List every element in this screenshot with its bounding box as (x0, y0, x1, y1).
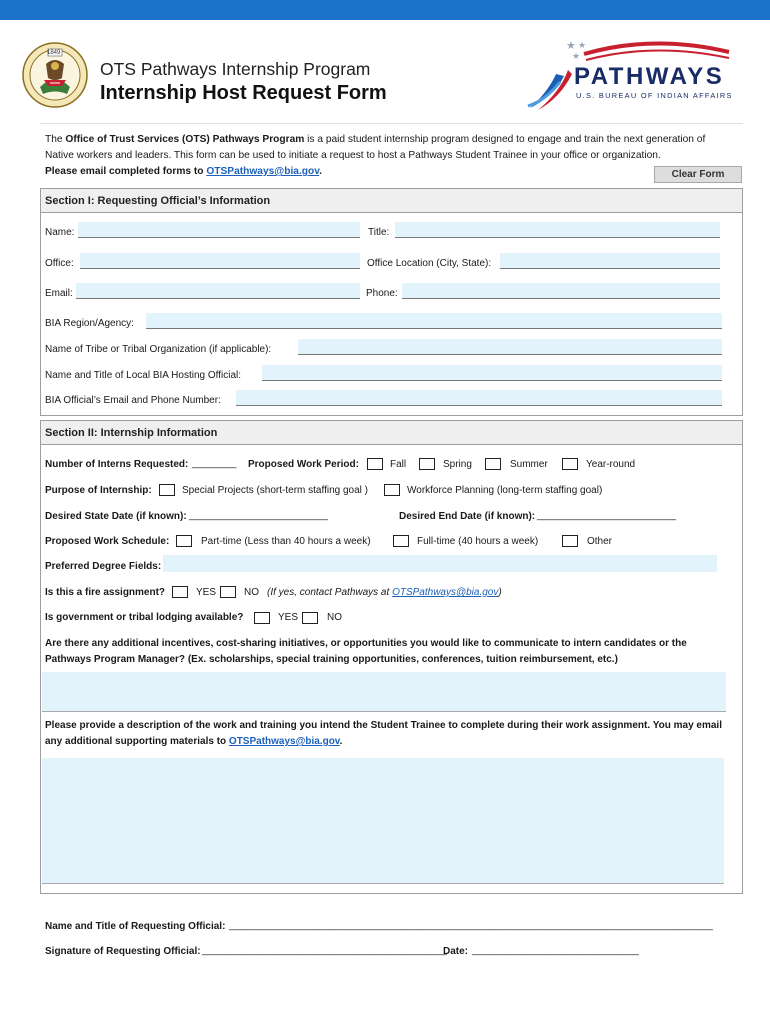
work-period-label: Proposed Work Period: (248, 459, 359, 470)
start-date-input[interactable]: _________________________ (189, 510, 329, 521)
title-input[interactable] (395, 222, 720, 238)
end-date-label: Desired End Date (if known): (399, 511, 536, 522)
email-input[interactable] (76, 283, 360, 299)
description-email-link[interactable]: OTSPathways@bia.gov (228, 736, 340, 747)
top-accent-bar (0, 0, 770, 20)
num-interns-input[interactable]: ________ (192, 458, 237, 469)
other-label: Other (587, 536, 613, 547)
seal-year: 1849 (47, 50, 61, 56)
full-time-label: Full-time (40 hours a week) (417, 536, 539, 547)
name-input[interactable] (78, 222, 360, 238)
svg-text:★: ★ (566, 39, 576, 52)
office-label: Office: (45, 258, 74, 269)
intro-text: The (45, 134, 66, 145)
logo-subtitle: U.S. BUREAU OF INDIAN AFFAIRS (576, 91, 733, 100)
special-projects-label: Special Projects (short-term staffing goal ) (182, 485, 369, 496)
fire-label: Is this a fire assignment? (45, 587, 166, 598)
summer-label: Summer (510, 459, 548, 470)
lodging-yes-label: YES (278, 612, 299, 623)
official-contact-label: BIA Official’s Email and Phone Number: (45, 395, 221, 406)
requesting-official-name-input[interactable]: _______________________________________________________________________________________ (229, 920, 713, 931)
description-text: Please provide a description of the work and training you intend the Student Trainee to complete during their work assignment. You may email any additional supporting materials to (45, 720, 722, 747)
description-textarea[interactable] (42, 758, 724, 884)
logo-wordmark: PATHWAYS (574, 63, 725, 90)
intro-email-instruction: Please email completed forms to (45, 166, 207, 177)
tribe-label: Name of Tribe or Tribal Organization (if applicable): (45, 344, 272, 355)
description-period: . (339, 736, 343, 747)
program-name: OTS Pathways Internship Program (100, 59, 371, 79)
fall-label: Fall (390, 459, 407, 470)
description-question (45, 718, 735, 750)
office-location-label: Office Location (City, State): (367, 258, 492, 269)
spring-label: Spring (443, 459, 472, 470)
fire-yes-checkbox[interactable] (172, 586, 188, 598)
intro-period: . (319, 166, 322, 177)
official-contact-input[interactable] (236, 390, 722, 406)
part-time-checkbox[interactable] (176, 535, 192, 547)
section-1-title: Section I: Requesting Official’s Information (41, 189, 742, 213)
workforce-planning-checkbox[interactable] (384, 484, 400, 496)
signature-label: Signature of Requesting Official: (45, 946, 201, 957)
email-label: Email: (45, 288, 73, 299)
part-time-label: Part-time (Less than 40 hours a week) (201, 536, 371, 547)
phone-label: Phone: (366, 288, 398, 299)
date-label: Date: (443, 946, 469, 957)
special-projects-checkbox[interactable] (159, 484, 175, 496)
fire-note-text: (If yes, contact Pathways at (267, 587, 393, 598)
degree-label: Preferred Degree Fields: (45, 561, 162, 572)
name-label: Name: (45, 227, 75, 238)
svg-text:★: ★ (578, 41, 587, 51)
incentives-question: Are there any additional incentives, cost-sharing initiatives, or opportunities you would like to communicate to intern candidates or the Pathways Program Manager? (Ex. scholarships, special training opportunities, conferences, tuition reimbursement, etc.) (45, 638, 687, 665)
purpose-label: Purpose of Internship: (45, 485, 152, 496)
office-location-input[interactable] (500, 253, 720, 269)
intro-program-name: Office of Trust Services (OTS) Pathways Program (65, 134, 305, 145)
fire-note-email-link[interactable]: OTSPathways@bia.gov (392, 587, 499, 598)
other-checkbox[interactable] (562, 535, 578, 547)
summer-checkbox[interactable] (485, 458, 501, 470)
fire-no-checkbox[interactable] (220, 586, 236, 598)
date-input[interactable]: ______________________________ (472, 945, 639, 956)
region-label: BIA Region/Agency: (45, 318, 134, 329)
requesting-official-name-label: Name and Title of Requesting Official: (45, 921, 226, 932)
intro-email-link[interactable]: OTSPathways@bia.gov (206, 166, 320, 177)
local-official-label: Name and Title of Local BIA Hosting Official: (45, 370, 242, 381)
local-official-input[interactable] (262, 365, 722, 381)
yearround-checkbox[interactable] (562, 458, 578, 470)
num-interns-label: Number of Interns Requested: (45, 459, 189, 470)
spring-checkbox[interactable] (419, 458, 435, 470)
header-divider (40, 123, 743, 124)
degree-input[interactable] (163, 555, 717, 572)
signature-input[interactable]: ____________________________________________ (202, 945, 447, 956)
intro-text-rest: is a paid student internship program designed to engage and train the next generation of Native workers and leaders. This form can be used to initiate a request to host a Pathways Student Trainee in your office or organization. (45, 134, 706, 161)
fire-no-label: NO (244, 587, 259, 598)
title-label: Title: (368, 227, 390, 238)
fire-yes-label: YES (196, 587, 217, 598)
incentives-textarea[interactable] (42, 672, 726, 712)
end-date-input[interactable]: _________________________ (537, 510, 677, 521)
title-block (100, 58, 387, 106)
full-time-checkbox[interactable] (393, 535, 409, 547)
lodging-no-label: NO (327, 612, 342, 623)
lodging-yes-checkbox[interactable] (254, 612, 270, 624)
form-title: Internship Host Request Form (100, 82, 387, 104)
schedule-label: Proposed Work Schedule: (45, 536, 170, 547)
tribe-input[interactable] (298, 339, 722, 355)
workforce-planning-label: Workforce Planning (long-term staffing goal) (407, 485, 603, 496)
start-date-label: Desired State Date (if known): (45, 511, 187, 522)
clear-form-button[interactable]: Clear Form (654, 166, 742, 183)
office-input[interactable] (80, 253, 360, 269)
intro-paragraph (45, 132, 735, 180)
section-2-title: Section II: Internship Information (41, 421, 742, 445)
fire-note-close: ) (498, 587, 502, 598)
lodging-label: Is government or tribal lodging available? (45, 612, 244, 623)
lodging-no-checkbox[interactable] (302, 612, 318, 624)
region-input[interactable] (146, 313, 722, 329)
yearround-label: Year-round (586, 459, 636, 470)
svg-text:★: ★ (572, 52, 581, 62)
fall-checkbox[interactable] (367, 458, 383, 470)
fire-note (267, 587, 502, 598)
phone-input[interactable] (402, 283, 720, 299)
